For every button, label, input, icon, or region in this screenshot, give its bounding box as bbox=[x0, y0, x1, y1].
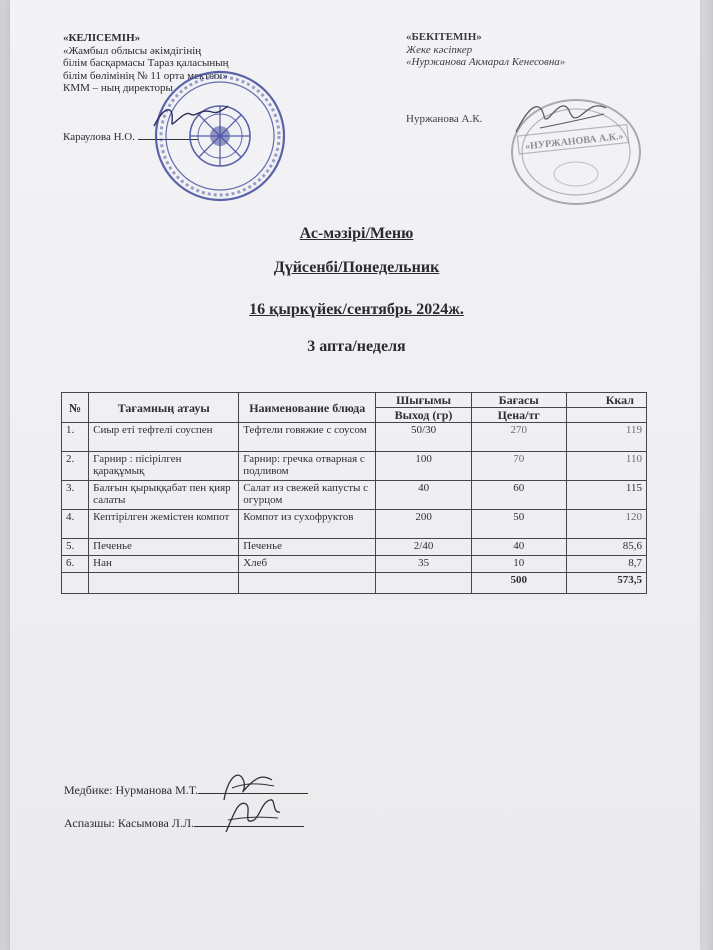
row-kcal: 115 bbox=[566, 481, 647, 510]
row-output: 2/40 bbox=[376, 539, 472, 556]
row-name-kz: Кептірілген жемістен компот bbox=[89, 510, 239, 539]
table-row bbox=[62, 510, 647, 539]
stamp-name-text: «НУРЖАНОВА А.К.» bbox=[524, 131, 624, 153]
approval-left-line2: білім басқармасы Тараз қаласының bbox=[63, 57, 229, 70]
row-name-kz: Сиыр еті тефтелі соуспен bbox=[89, 423, 239, 452]
row-no: 6. bbox=[62, 556, 89, 573]
row-kcal: 120 bbox=[566, 510, 647, 539]
row-name-kz: Балғын қырыққабат пен қияр салаты bbox=[89, 481, 239, 510]
header-name-kz: Тағамның атауы bbox=[89, 393, 239, 423]
approval-left-heading: «КЕЛІСЕМІН» bbox=[63, 32, 141, 44]
row-kcal: 8,7 bbox=[566, 556, 647, 573]
entrepreneur-signature-icon bbox=[510, 98, 610, 138]
table-row bbox=[62, 539, 647, 556]
row-price: 40 bbox=[471, 539, 566, 556]
row-price: 270 bbox=[471, 423, 566, 452]
row-name-ru: Салат из свежей капусты с огурцом bbox=[239, 481, 376, 510]
row-price: 50 bbox=[471, 510, 566, 539]
row-kcal: 110 bbox=[566, 452, 647, 481]
header-output-kz: Шығымы bbox=[376, 393, 472, 408]
table-row bbox=[62, 481, 647, 510]
row-output: 200 bbox=[376, 510, 472, 539]
row-name-ru: Тефтели говяжие с соусом bbox=[239, 423, 376, 452]
row-price: 10 bbox=[471, 556, 566, 573]
row-name-kz: Печенье bbox=[89, 539, 239, 556]
header-no: № bbox=[62, 393, 89, 423]
row-price: 70 bbox=[471, 452, 566, 481]
header-price-ru: Цена/тг bbox=[471, 408, 566, 423]
row-price: 60 bbox=[471, 481, 566, 510]
table-row bbox=[62, 556, 647, 573]
approval-right-heading: «БЕКІТЕМІН» bbox=[406, 31, 482, 43]
week-title: 3 апта/неделя bbox=[307, 338, 406, 355]
row-name-ru: Печенье bbox=[239, 539, 376, 556]
table-header-row bbox=[62, 393, 647, 408]
day-title: Дүйсенбі/Понедельник bbox=[273, 259, 440, 276]
row-kcal: 119 bbox=[566, 423, 647, 452]
nurse-label: Медбике: Нурманова М.Т. bbox=[64, 783, 198, 797]
row-name-kz: Гарнир : пісірілген қарақұмық bbox=[89, 452, 239, 481]
row-name-ru: Хлеб bbox=[239, 556, 376, 573]
row-name-ru: Компот из сухофруктов bbox=[239, 510, 376, 539]
page-edge-shadow bbox=[699, 0, 713, 950]
row-output: 50/30 bbox=[376, 423, 472, 452]
menu-table bbox=[61, 392, 647, 594]
table-total-row bbox=[62, 573, 647, 594]
header-price-kz: Бағасы bbox=[471, 393, 566, 408]
total-kcal: 573,5 bbox=[566, 573, 647, 594]
row-name-ru: Гарнир: гречка отварная с подливом bbox=[239, 452, 376, 481]
row-no: 2. bbox=[62, 452, 89, 481]
school-round-stamp-icon bbox=[150, 66, 290, 206]
table-row bbox=[62, 452, 647, 481]
total-price: 500 bbox=[471, 573, 566, 594]
cook-signature-icon bbox=[220, 794, 284, 838]
row-name-kz: Нан bbox=[89, 556, 239, 573]
approval-left-signer-name: Караулова Н.О. bbox=[63, 130, 135, 143]
table-row bbox=[62, 423, 647, 452]
header-kcal-empty bbox=[566, 408, 647, 423]
approval-left-line3: білім бөлімінің № 11 орта мектебі» bbox=[63, 69, 229, 82]
approval-left-line4: КММ – ның директоры bbox=[63, 82, 173, 95]
approval-right-line2: «Нуржанова Акмарал Кенесовна» bbox=[406, 56, 566, 69]
row-kcal: 85,6 bbox=[566, 539, 647, 556]
row-no: 5. bbox=[62, 539, 89, 556]
row-output: 100 bbox=[376, 452, 472, 481]
approval-left-line1: «Жамбыл облысы әкімдігінің bbox=[63, 44, 202, 57]
row-output: 40 bbox=[376, 481, 472, 510]
header-name-ru: Наименование блюда bbox=[239, 393, 376, 423]
approval-right-line1: Жеке кәсіпкер bbox=[406, 43, 473, 56]
director-signature-icon bbox=[150, 100, 230, 134]
header-output-ru: Выход (гр) bbox=[376, 408, 472, 423]
approval-right-signer: Нуржанова А.К. bbox=[406, 112, 483, 125]
row-no: 4. bbox=[62, 510, 89, 539]
row-no: 1. bbox=[62, 423, 89, 452]
row-no: 3. bbox=[62, 481, 89, 510]
row-output: 35 bbox=[376, 556, 472, 573]
menu-title: Ас-мәзірі/Меню bbox=[299, 225, 414, 242]
header-kcal: Ккал bbox=[566, 393, 647, 408]
date-title: 16 қыркүйек/сентябрь 2024ж. bbox=[249, 301, 464, 318]
cook-label: Аспазшы: Касымова Л.Л. bbox=[64, 816, 195, 830]
